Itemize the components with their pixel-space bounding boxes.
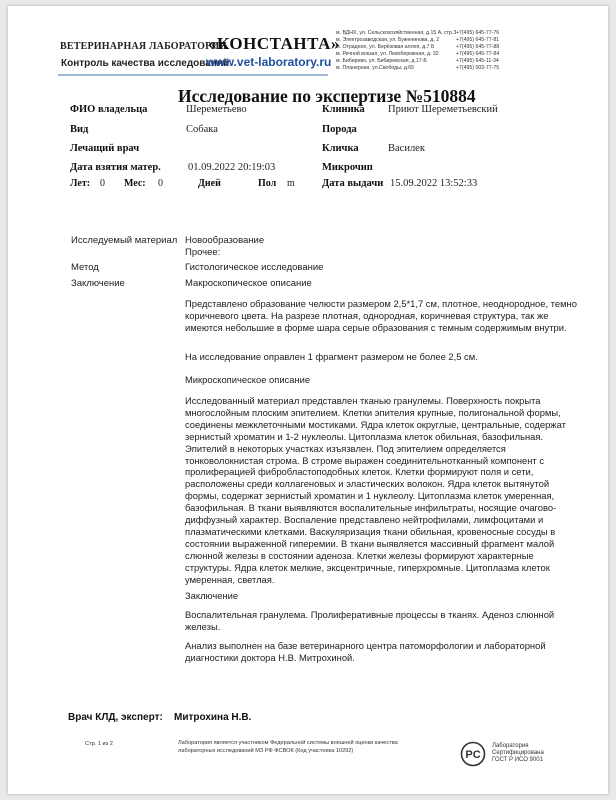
material-label: Исследуемый материал (71, 235, 178, 246)
micro-description: Исследованный материал представлен тканью гранулемы. Поверхность покрыта многослойным плоским эпителием. Клетки эпителия крупные, полигональной формы, соединены межклеточными мостиками. Ядра клеток округлые, центральные, содержат зернистый хроматин и 1-2 нуклеолы. Цитоплазма клеток обильная, базофильная. Эпителий в некоторых участках изъязвлен. Под эпителием определяется тонковолокнистая строма. В строме выражен соединительнотканный компонент с пролиферацией фибробластоподобных клеток. Клетки формируют поля и сети, расположены среди коллагеновых и эластических волокон. Ядра клеток вытянутой формы, содержат зернистый хроматин и 1 нуклеолу. Цитоплазма клеток умеренная, базофильная. В ткани выявляются воспалительные инфильтраты, носящие очагово- диффузный характер. Воспаление представлено нейтрофилами, лимфоцитами и плазматическими клетками. Васкуляризация ткани обильная, кровеносные сосуды в состоянии выраженной гиперемии. В ткани выявляется массивный фрагмент малой слюнной железы в состоянии аденоза. Клетки железы формируют характерные структуры. Ядра клеток мелкие, эксцентричные, гиперхромные. Цитоплазма клеток умеренная, светлая. (185, 395, 566, 585)
svg-text:PC: PC (465, 749, 481, 761)
clinic-value: Приют Шереметьевский (388, 104, 498, 115)
gost-line3: ГОСТ Р ИСО 9001 (492, 757, 543, 763)
species-label: Вид (70, 124, 89, 135)
doctor-label: Лечащий врач (70, 143, 140, 154)
phone-line: +7(495) 645-77-81 (456, 37, 500, 43)
fsvok-note-line2: лабораторных исследований МЗ РФ ФСВОК (Код участника 10292) (178, 748, 354, 754)
conclusion-text: Воспалительная гранулема. Пролиферативные процессы в тканях. Аденоз слюнной железы. (185, 609, 555, 632)
phone-line: +7(495) 003-77-75 (456, 65, 500, 71)
material-value-extra: Прочее: (185, 247, 221, 258)
sex-value: m (287, 178, 295, 189)
gost-line2: Сертифицирована (492, 750, 544, 756)
macro-description: Представлено образование челюсти размером 2,5*1,7 см, плотное, неоднородное, темно коричневого цвета. На разрезе плотная, однородная, коричневая структура, так же имеются небольшие в форме шара серые образования с темным содержимым внутри. (185, 298, 577, 333)
document-title: Исследование по экспертизе №510884 (178, 86, 476, 106)
days-label: Дней (198, 178, 221, 189)
owner-value: Шереметьево (186, 104, 247, 115)
nickname-value: Василек (388, 143, 425, 154)
years-value: 0 (100, 178, 105, 189)
nickname-label: Кличка (322, 143, 359, 154)
lab-name: «КОНСТАНТА» (208, 34, 340, 53)
years-label: Лет: (70, 178, 91, 189)
species-value: Собака (186, 124, 218, 135)
sex-label: Пол (258, 178, 277, 189)
gost-line1: Лаборатория (492, 743, 529, 749)
sample-date-value: 01.09.2022 20:19:03 (188, 162, 276, 173)
method-label: Метод (71, 262, 99, 273)
owner-label: ФИО владельца (70, 104, 148, 115)
macro-fragment-note: На исследование оправлен 1 фрагмент размером не более 2,5 см. (185, 351, 478, 362)
micro-heading: Микроскопическое описание (185, 374, 311, 385)
macro-heading: Макроскопическое описание (185, 278, 312, 289)
phone-line: +7(495) 645-77-76 (456, 30, 500, 36)
address-line: м. Речной вокзал, ул. Левобережная, д. 32 (336, 51, 439, 57)
phone-line: +7(495) 645-77-88 (456, 44, 500, 50)
gost-certification-icon (460, 741, 486, 767)
signature-label: Врач КЛД, эксперт: (68, 712, 163, 723)
signature-name: Митрохина Н.В. (174, 712, 252, 723)
clinic-label: Клиника (322, 104, 365, 115)
phone-line: +7(495) 645-11-34 (456, 58, 499, 64)
lab-website: www.vet-laboratory.ru (206, 55, 332, 69)
document-page (8, 6, 608, 794)
conclusion-heading: Заключение (185, 590, 239, 601)
page-number: Стр. 1 из 2 (85, 741, 113, 747)
method-value: Гистологическое исследование (185, 262, 324, 273)
issue-date-label: Дата выдачи (322, 178, 384, 189)
breed-label: Порода (322, 124, 357, 135)
months-label: Мес: (124, 178, 146, 189)
material-value: Новообразование (185, 235, 265, 246)
microchip-label: Микрочип (322, 162, 373, 173)
header-divider (58, 74, 328, 76)
address-line: м. ВДНХ, ул. Сельскохозяйственная, д.15 А, стр.3 (336, 30, 457, 36)
months-value: 0 (158, 178, 163, 189)
lab-subtitle: Контроль качества исследований (61, 58, 230, 69)
fsvok-note-line1: Лаборатория является участником Федеральной системы внешней оценки качества (178, 740, 398, 746)
address-line: м. Отрадное, ул. Берёзовая аллея, д.7 Б (336, 44, 435, 50)
sample-date-label: Дата взятия матер. (70, 162, 161, 173)
lab-label: ВЕТЕРИНАРНАЯ ЛАБОРАТОРИЯ (60, 41, 227, 52)
address-line: м. Планерная, ул.Свободы, д.65 (336, 65, 415, 71)
conclusion-label: Заключение (71, 278, 125, 289)
address-line: м. Бибирево, ул. Бибиревская, д.17-Б (336, 58, 427, 64)
analysis-note: Анализ выполнен на базе ветеринарного центра патоморфологии и лабораторной диагностики доктора Н.В. Митрохиной. (185, 640, 546, 663)
address-line: м. Электрозаводская, ул. Буженинова, д. 2 (336, 37, 440, 43)
phone-line: +7(495) 645-77-84 (456, 51, 500, 57)
issue-date-value: 15.09.2022 13:52:33 (390, 178, 478, 189)
